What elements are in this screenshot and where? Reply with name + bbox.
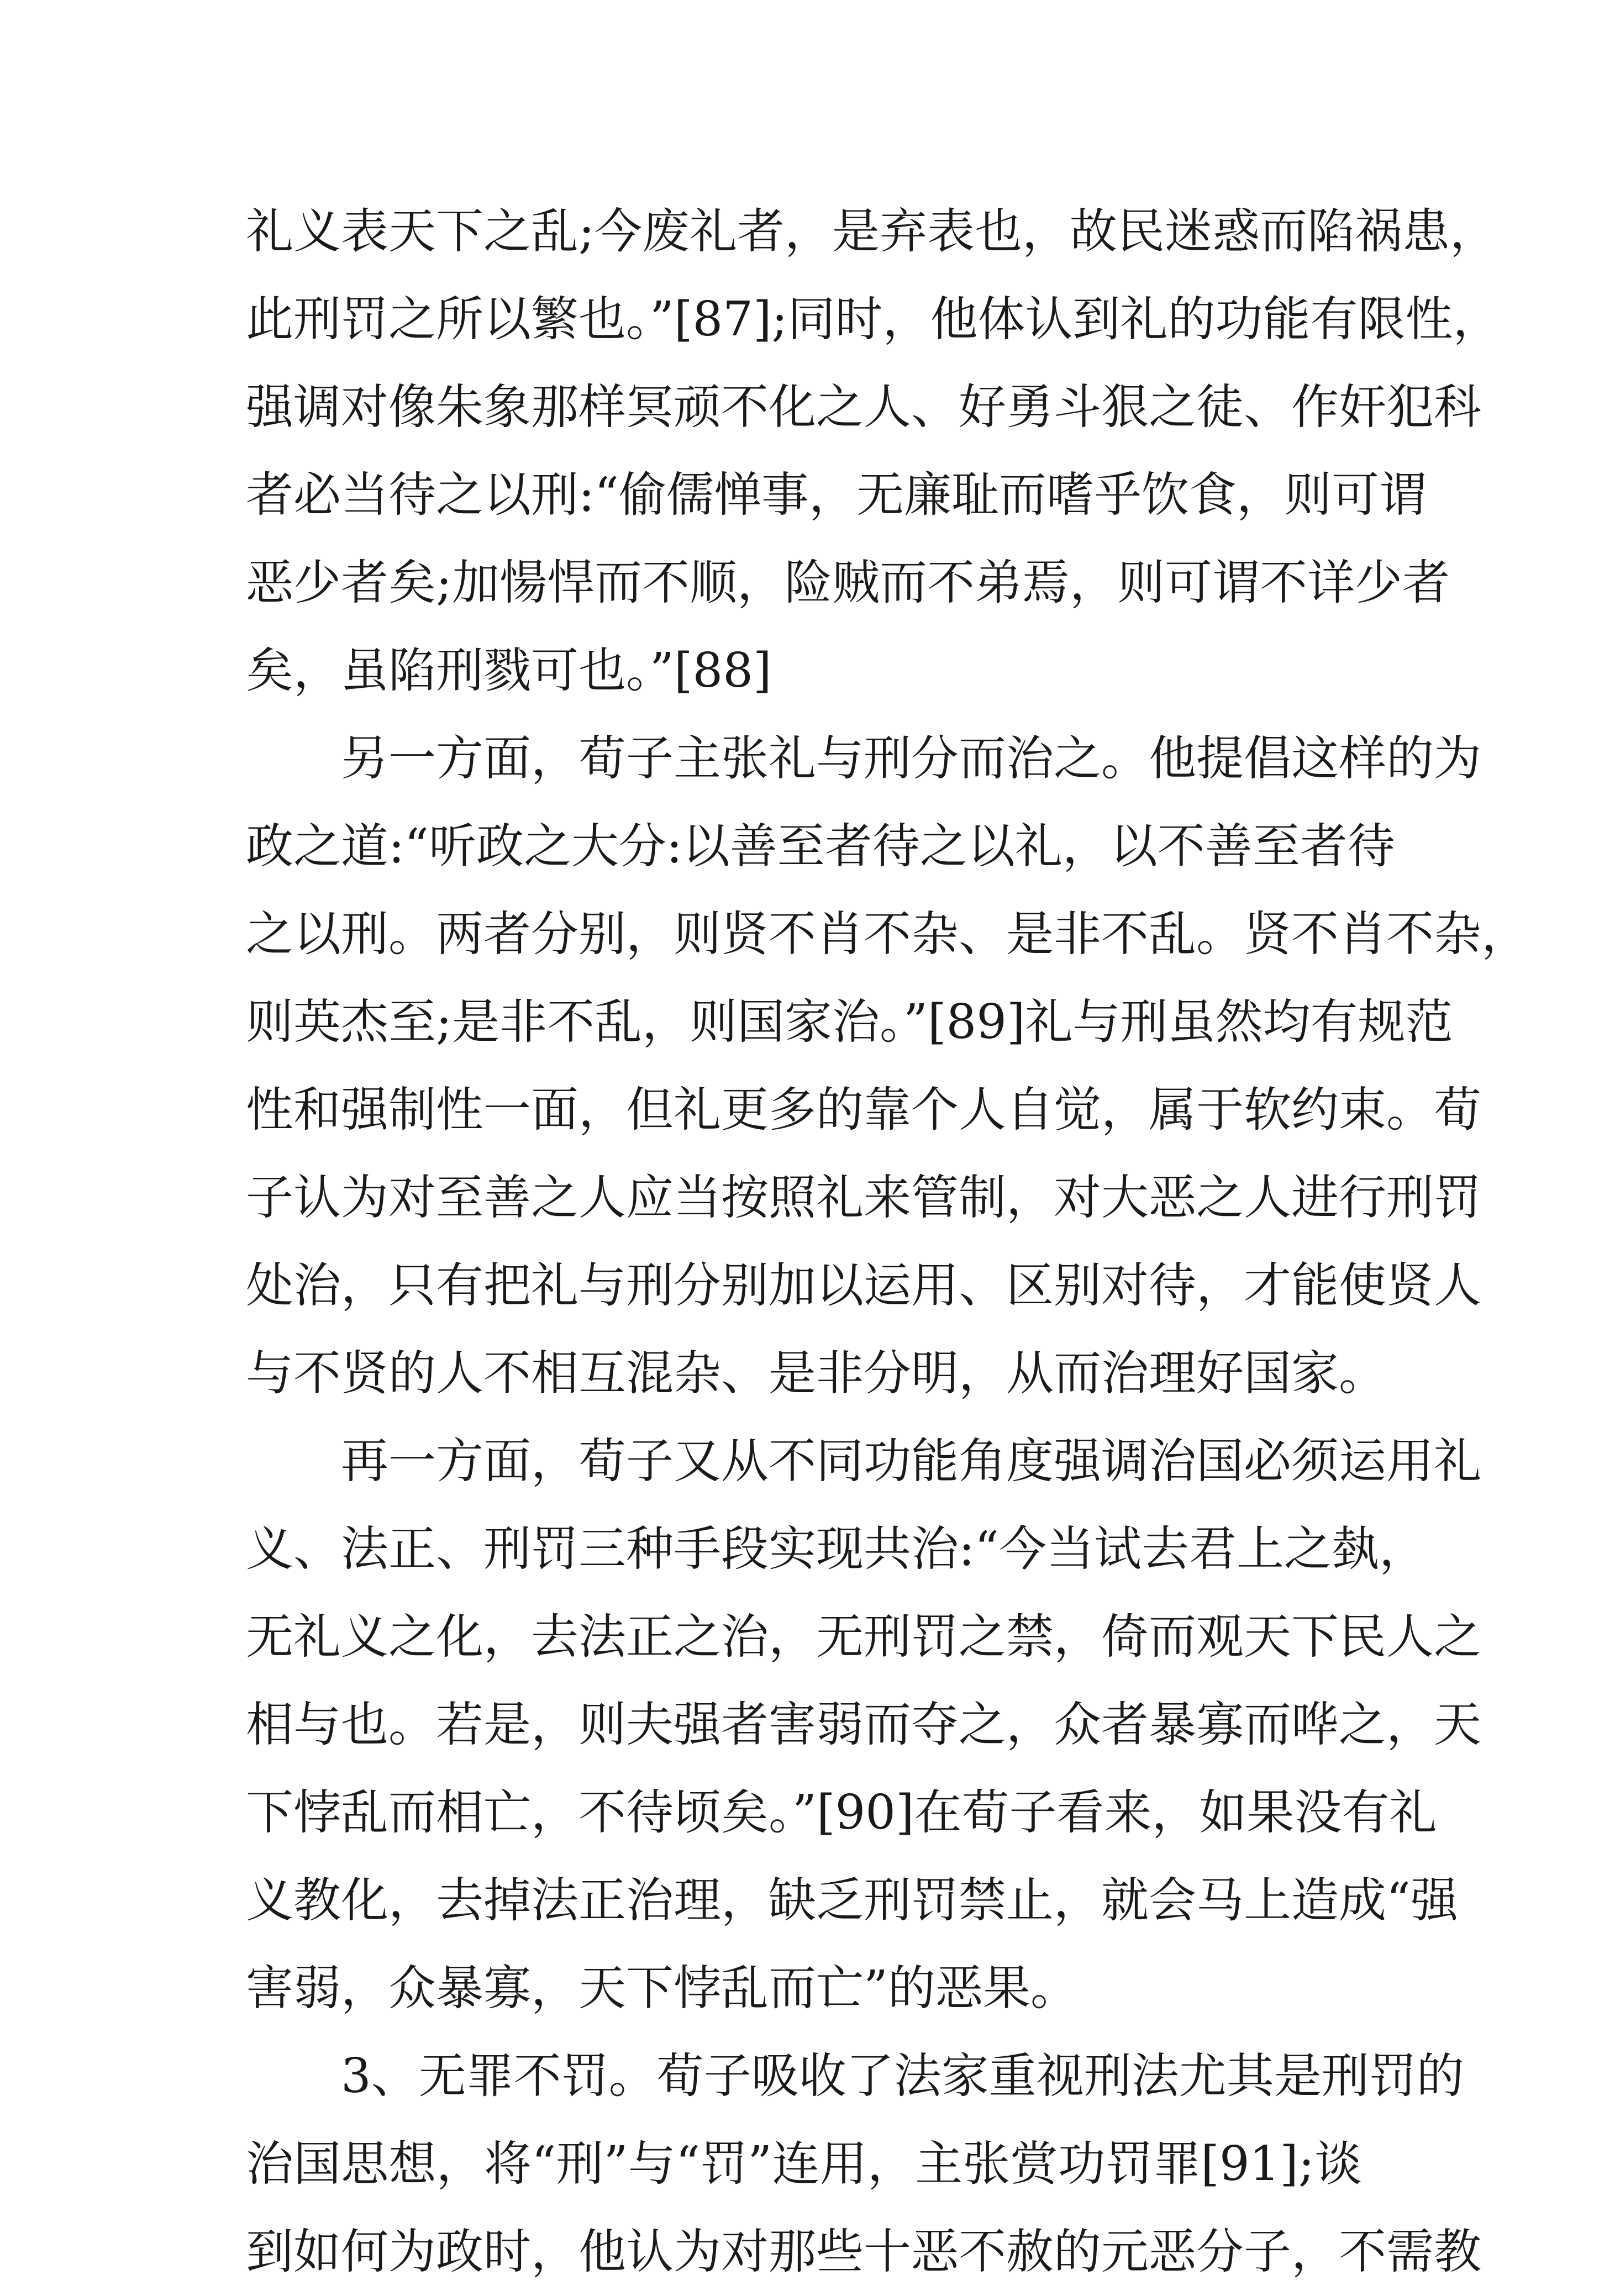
text-line: 到如何为政时，他认为对那些十恶不赦的元恶分子，不需教 <box>246 2224 1481 2279</box>
document-body <box>246 188 1529 2296</box>
text-line: 与不贤的人不相互混杂、是非分明，从而治理好国家。 <box>246 1346 1386 1401</box>
text-line: 义、法正、刑罚三种手段实现共治:“今当试去君上之埶， <box>246 1521 1427 1577</box>
text-line-indented: 另一方面，荀子主张礼与刑分而治之。他提倡这样的为 <box>341 731 1481 786</box>
text-line: 相与也。若是，则夫强者害弱而夺之，众者暴寡而哗之，天 <box>246 1697 1481 1752</box>
text-line: 矣，虽陷刑戮可也。”[88] <box>246 643 772 698</box>
text-line: 则英杰至;是非不乱，则国家治。”[89]礼与刑虽然均有规范 <box>246 994 1453 1050</box>
text-line: 处治，只有把礼与刑分别加以运用、区别对待，才能使贤人 <box>246 1258 1481 1313</box>
text-line: 恶少者矣;加愓悍而不顺，险贼而不弟焉，则可谓不详少者 <box>246 555 1450 610</box>
text-line-indented: 再一方面，荀子又从不同功能角度强调治国必须运用礼 <box>341 1434 1481 1489</box>
text-line: 义教化，去掉法正治理，缺乏刑罚禁止，就会马上造成“强 <box>246 1873 1458 1928</box>
text-line: 礼义表天下之乱;今废礼者，是弃表也，故民迷惑而陷祸患， <box>246 204 1497 259</box>
text-line: 此刑罚之所以繁也。”[87];同时，他体认到礼的功能有限性， <box>246 292 1501 347</box>
text-line: 强调对像朱象那样冥顽不化之人、好勇斗狠之徒、作奸犯科 <box>246 380 1481 435</box>
text-line: 性和强制性一面，但礼更多的靠个人自觉，属于软约束。荀 <box>246 1082 1481 1138</box>
text-line: 无礼义之化，去法正之治，无刑罚之禁，倚而观天下民人之 <box>246 1609 1481 1665</box>
text-line: 政之道:“听政之大分:以善至者待之以礼，以不善至者待 <box>246 819 1395 874</box>
text-line: 下悖乱而相亡，不待顷矣。”[90]在荀子看来，如果没有礼 <box>246 1785 1437 1840</box>
text-line-indented: 3、无罪不罚。荀子吸收了法家重视刑法尤其是刑罚的 <box>341 2049 1464 2104</box>
text-line: 治国思想，将“刑”与“罚”连用，主张赏功罚罪[91];谈 <box>246 2136 1362 2192</box>
text-line: 子认为对至善之人应当按照礼来管制，对大恶之人进行刑罚 <box>246 1170 1481 1225</box>
text-line: 害弱，众暴寡，天下悖乱而亡”的恶果。 <box>246 1961 1078 2016</box>
text-line: 之以刑。两者分别，则贤不肖不杂、是非不乱。贤不肖不杂， <box>246 907 1529 962</box>
text-line: 者必当待之以刑:“偷儒惮事，无廉耻而嗜乎饮食，则可谓 <box>246 467 1427 523</box>
